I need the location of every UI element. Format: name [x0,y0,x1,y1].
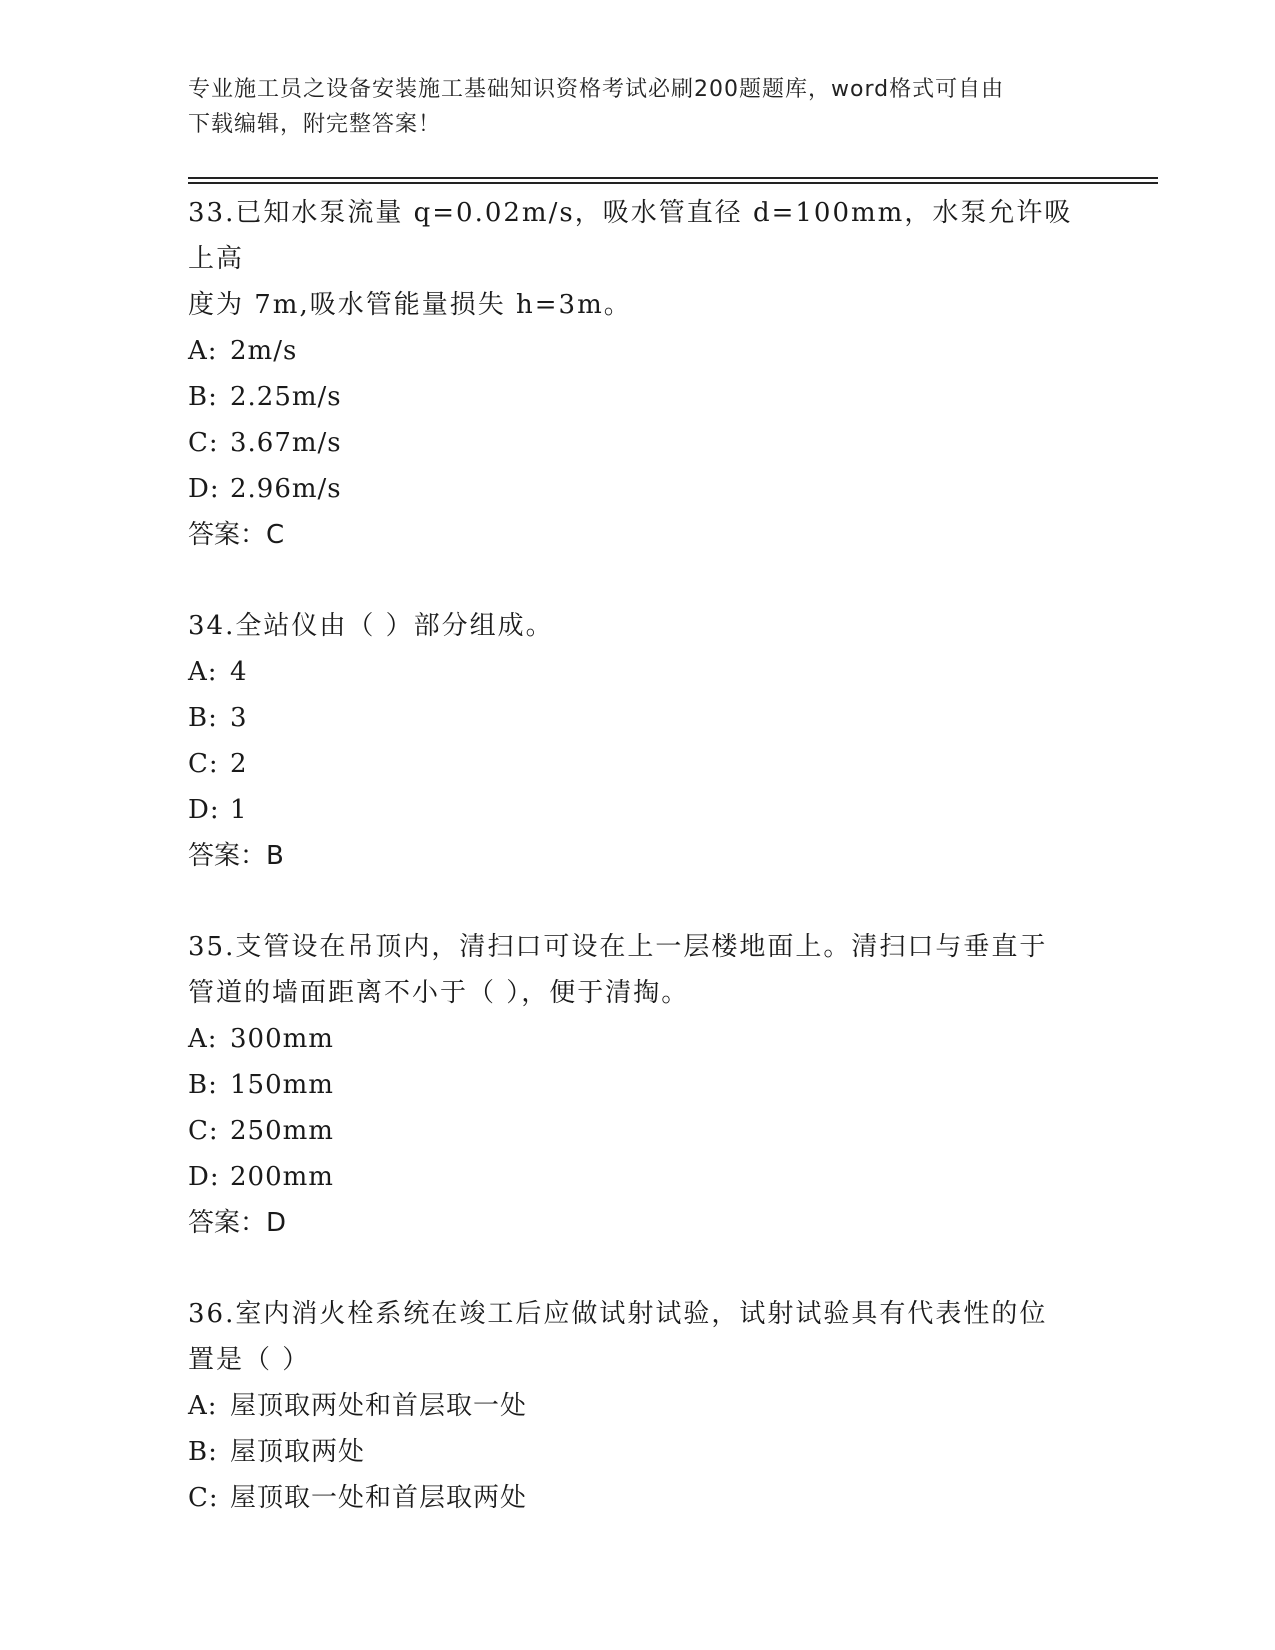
question-list [188,190,1088,1566]
option-label: D: [188,1162,220,1192]
option-text: 200mm [230,1162,334,1192]
option-label: D: [188,474,220,504]
question-stem-line: 36.室内消火栓系统在竣工后应做试射试验，试射试验具有代表性的位 [188,1299,1048,1329]
header-line-2: 下载编辑，附完整答案！ [188,112,442,137]
option-c [188,1475,1088,1521]
option-a [188,649,1088,695]
option-text: 300mm [230,1024,334,1054]
option-text: 2.96m/s [230,474,342,504]
option-label: C: [188,1116,219,1146]
option-label: B: [188,1437,218,1467]
option-text: 4 [230,657,248,687]
option-label: A: [188,336,218,366]
option-b [188,1429,1088,1475]
option-label: C: [188,749,219,779]
option-c [188,420,1088,466]
option-text: 2m/s [230,336,298,366]
option-label: B: [188,1070,218,1100]
question-stem-line: 管道的墙面距离不小于（ ），便于清掏。 [188,978,690,1008]
answer: 答案：C [188,520,285,550]
option-a [188,1016,1088,1062]
option-b [188,1062,1088,1108]
question-36 [188,1291,1088,1521]
answer: 答案：D [188,1208,287,1238]
option-c [188,1108,1088,1154]
header-divider-bottom [188,182,1158,184]
header-line-1: 专业施工员之设备安装施工基础知识资格考试必刷200题题库，word格式可自由 [188,77,1005,102]
question-33 [188,190,1088,558]
option-text: 150mm [230,1070,334,1100]
option-label: B: [188,382,218,412]
option-b [188,374,1088,420]
option-label: C: [188,428,219,458]
option-a [188,1383,1088,1429]
question-stem-line: 度为 7m,吸水管能量损失 h=3m。 [188,290,632,320]
question-stem-line: 置是（ ） [188,1345,311,1375]
option-text: 2 [230,749,248,779]
header-divider-top [188,177,1158,179]
option-text: 3.67m/s [230,428,342,458]
option-label: A: [188,1024,218,1054]
option-label: A: [188,657,218,687]
option-text: 2.25m/s [230,382,342,412]
document-header [188,72,1068,142]
option-text: 3 [230,703,248,733]
answer: 答案：B [188,841,284,871]
option-label: D: [188,795,220,825]
option-text: 屋顶取两处和首层取一处 [230,1391,528,1421]
question-stem-line: 33.已知水泵流量 q=0.02m/s，吸水管直径 d=100mm，水泵允许吸上高 [188,198,1073,274]
option-d [188,466,1088,512]
option-text: 屋顶取一处和首层取两处 [230,1483,528,1513]
option-label: B: [188,703,218,733]
option-label: C: [188,1483,219,1513]
option-label: A: [188,1391,218,1421]
question-34 [188,603,1088,879]
question-stem-line: 35.支管设在吊顶内，清扫口可设在上一层楼地面上。清扫口与垂直于 [188,932,1048,962]
question-stem-line: 34.全站仪由（ ）部分组成。 [188,611,554,641]
option-text: 250mm [230,1116,334,1146]
option-a [188,328,1088,374]
option-d [188,787,1088,833]
option-b [188,695,1088,741]
option-c [188,741,1088,787]
option-text: 1 [230,795,248,825]
option-text: 屋顶取两处 [230,1437,366,1467]
option-d [188,1154,1088,1200]
question-35 [188,924,1088,1246]
